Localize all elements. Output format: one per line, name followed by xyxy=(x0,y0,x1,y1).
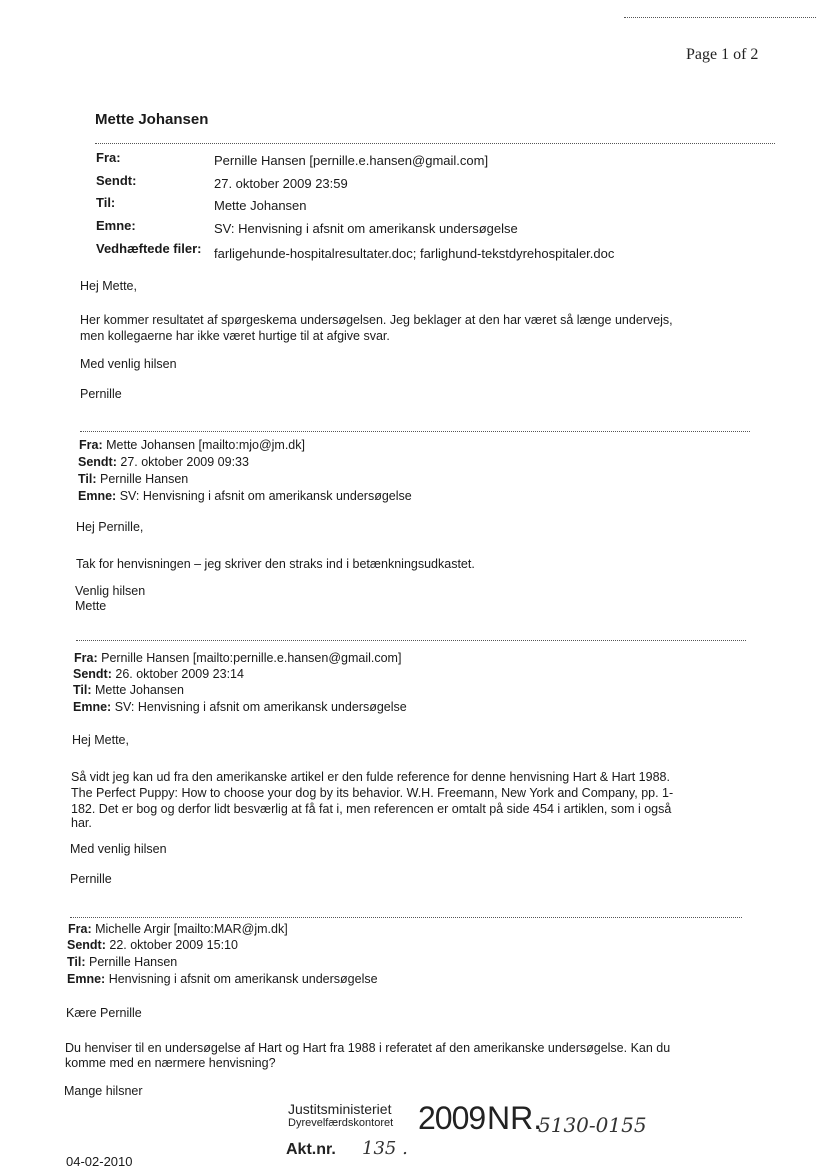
from-value: Michelle Argir [mailto:MAR@jm.dk] xyxy=(95,922,288,936)
stamp-year: 2009 xyxy=(418,1100,486,1136)
subject-line xyxy=(67,972,378,987)
stamp-akt-number: 135 . xyxy=(362,1138,408,1159)
to-line xyxy=(67,955,177,970)
stamp-case-number: 5130-0155 xyxy=(538,1113,647,1137)
body-line: komme med en nærmere henvisning? xyxy=(65,1056,276,1070)
sent-value: 27. oktober 2009 09:33 xyxy=(120,455,249,469)
body-line: Tak for henvisningen – jeg skriver den straks ind i betænkningsudkastet. xyxy=(76,557,475,571)
subject-value: SV: Henvisning i afsnit om amerikansk undersøgelse xyxy=(119,489,412,503)
closing: Venlig hilsen xyxy=(75,584,146,598)
sent-value: 27. oktober 2009 23:59 xyxy=(214,176,348,191)
greeting: Hej Mette, xyxy=(72,733,129,747)
from-value: Pernille Hansen [pernille.e.hansen@gmail.com] xyxy=(214,153,489,168)
body-line: Her kommer resultatet af spørgeskema undersøgelsen. Jeg beklager at den har været så længe undervejs, xyxy=(80,313,673,327)
stamp-akt-label: Akt.nr. xyxy=(286,1141,336,1158)
body-line: men kollegaerne har ikke været hurtige til at afgive svar. xyxy=(80,329,390,343)
to-value: Mette Johansen xyxy=(95,683,184,697)
message-separator xyxy=(80,431,750,432)
signature: Mette xyxy=(75,599,107,613)
page-number: Page 1 of 2 xyxy=(686,46,759,63)
subject-label: Emne: xyxy=(78,489,117,503)
from-line xyxy=(68,922,288,937)
to-value: Pernille Hansen xyxy=(100,472,189,486)
subject-line xyxy=(73,700,407,715)
to-label: Til: xyxy=(67,955,86,969)
subject-value: SV: Henvisning i afsnit om amerikansk undersøgelse xyxy=(114,700,407,714)
closing: Med venlig hilsen xyxy=(70,842,167,856)
subject-value: SV: Henvisning i afsnit om amerikansk undersøgelse xyxy=(214,221,518,236)
message-separator xyxy=(76,640,746,641)
title-dotted-rule xyxy=(95,143,775,144)
subject-value: Henvisning i afsnit om amerikansk undersøgelse xyxy=(108,972,378,986)
greeting: Kære Pernille xyxy=(66,1006,142,1020)
to-line xyxy=(78,472,188,487)
to-value: Pernille Hansen xyxy=(89,955,178,969)
sent-value: 26. oktober 2009 23:14 xyxy=(115,667,244,681)
signature: Pernille xyxy=(70,872,112,886)
body-line: 182. Det er bog og derfor lidt besværlig at få fat i, men referencen er omtalt på side 454 i artiklen, som i også xyxy=(71,802,672,816)
body-line: Du henviser til en undersøgelse af Hart og Hart fra 1988 i referatet af den amerikanske undersøgelse. Kan du xyxy=(65,1041,671,1055)
greeting: Hej Mette, xyxy=(80,279,137,293)
to-value: Mette Johansen xyxy=(214,198,307,213)
sent-label: Sendt: xyxy=(96,173,137,188)
subject-line xyxy=(78,489,412,504)
sent-label: Sendt: xyxy=(67,938,106,952)
closing: Med venlig hilsen xyxy=(80,357,177,371)
sent-line xyxy=(73,667,244,682)
sent-value: 22. oktober 2009 15:10 xyxy=(109,938,238,952)
to-label: Til: xyxy=(73,683,92,697)
to-label: Til: xyxy=(78,472,97,486)
body-line: Så vidt jeg kan ud fra den amerikanske artikel er den fulde reference for denne henvisning Hart & Hart 1988. xyxy=(71,770,670,784)
top-dotted-rule xyxy=(624,17,816,18)
sent-line xyxy=(67,938,238,953)
subject-label: Emne: xyxy=(67,972,106,986)
from-label: Fra: xyxy=(74,651,98,665)
to-line xyxy=(73,683,184,698)
attachments-value[interactable]: farligehunde-hospitalresultater.doc; farlighund-tekstdyrehospitaler.doc xyxy=(214,246,615,261)
subject-label: Emne: xyxy=(73,700,112,714)
stamp-ministry: Justitsministeriet xyxy=(288,1101,392,1117)
to-label: Til: xyxy=(96,195,116,210)
greeting: Hej Pernille, xyxy=(76,520,144,534)
closing: Mange hilsner xyxy=(64,1084,143,1098)
attachments-label: Vedhæftede filer: xyxy=(96,241,202,256)
sent-label: Sendt: xyxy=(73,667,112,681)
stamp-office: Dyrevelfærdskontoret xyxy=(288,1117,394,1129)
from-value: Mette Johansen [mailto:mjo@jm.dk] xyxy=(106,438,305,452)
from-line xyxy=(74,651,401,666)
from-label: Fra: xyxy=(96,150,121,165)
sent-line xyxy=(78,455,249,470)
message-separator xyxy=(70,917,742,918)
body-line: har. xyxy=(71,816,92,830)
footer-date: 04-02-2010 xyxy=(66,1154,133,1169)
from-line xyxy=(79,438,305,453)
mailbox-owner-title: Mette Johansen xyxy=(95,111,209,128)
sent-label: Sendt: xyxy=(78,455,117,469)
signature: Pernille xyxy=(80,387,122,401)
from-value: Pernille Hansen [mailto:pernille.e.hansen@gmail.com] xyxy=(101,651,402,665)
subject-label: Emne: xyxy=(96,218,136,233)
from-label: Fra: xyxy=(79,438,103,452)
from-label: Fra: xyxy=(68,922,92,936)
body-line: The Perfect Puppy: How to choose your dog by its behavior. W.H. Freemann, New York and Company, pp. 1- xyxy=(71,786,674,800)
stamp-nr: NR. xyxy=(487,1100,543,1136)
